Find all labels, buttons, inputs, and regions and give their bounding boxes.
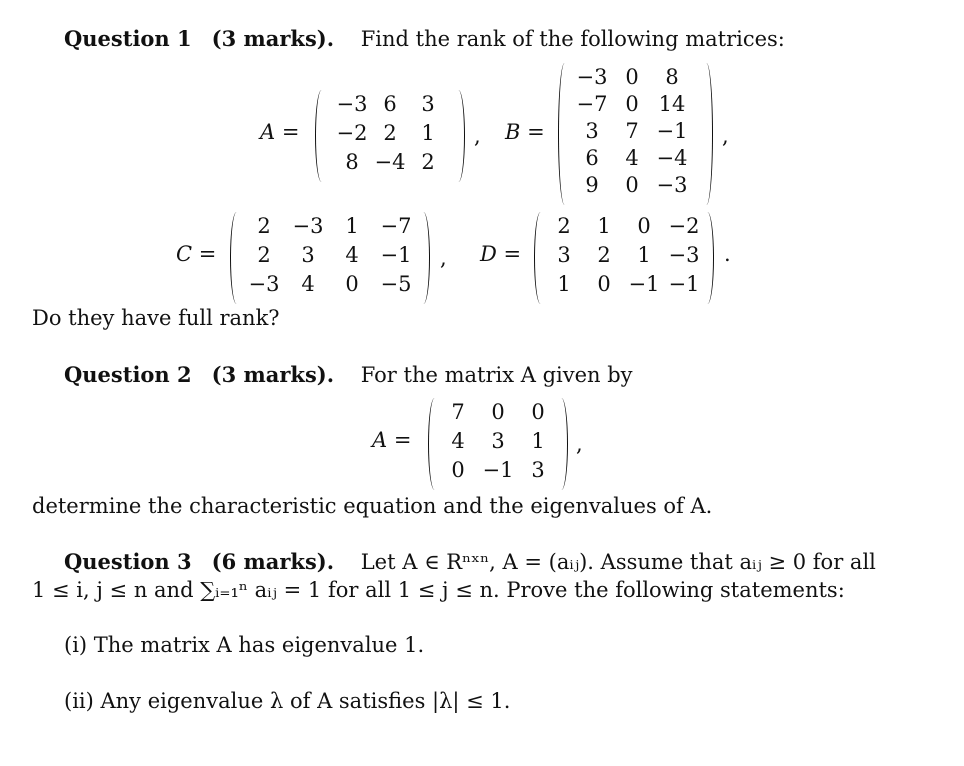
matrix-cell: 3 xyxy=(585,119,599,143)
matrix-cell: −1 xyxy=(656,119,688,143)
matrix-cell: 3 xyxy=(557,243,571,267)
matrix-cell: −7 xyxy=(576,92,608,116)
q3-heading xyxy=(64,549,876,574)
matrix-cell: −1 xyxy=(628,272,660,296)
matrix-cell: −3 xyxy=(576,65,608,89)
matrix-cell: 14 xyxy=(658,92,686,116)
matrix-cell: 9 xyxy=(585,173,599,197)
matrix-d-label: D = xyxy=(480,242,522,266)
q1-intro: Find the rank of the following matrices: xyxy=(360,27,785,51)
q3-marks: (6 marks). xyxy=(211,549,335,574)
matrix-cell: −1 xyxy=(482,458,514,482)
matrix-cell: −3 xyxy=(336,92,368,116)
matrix-b-label: B = xyxy=(505,120,545,144)
q2-task: determine the characteristic equation and the eigenvalues of A. xyxy=(32,494,713,518)
matrix-b-comma: , xyxy=(722,124,729,148)
matrix-cell: −1 xyxy=(380,243,412,267)
matrix-cell: 1 xyxy=(531,429,545,453)
matrix-a xyxy=(315,90,465,182)
matrix-cell: 1 xyxy=(557,272,571,296)
matrix-cell: −3 xyxy=(248,272,280,296)
q2-marks: (3 marks). xyxy=(211,362,335,387)
matrix-cell: −2 xyxy=(668,214,700,238)
q2-heading xyxy=(64,362,633,387)
matrix-cell: 3 xyxy=(491,429,505,453)
matrix-cell: −3 xyxy=(668,243,700,267)
q1-question: Do they have full rank? xyxy=(32,306,280,330)
matrix-cell: 4 xyxy=(301,272,315,296)
matrix-cell: 3 xyxy=(531,458,545,482)
matrix-cell: 2 xyxy=(597,243,611,267)
matrix-cell: 2 xyxy=(257,243,271,267)
matrix-cell: 1 xyxy=(597,214,611,238)
matrix-d xyxy=(534,212,714,304)
q2-comma: , xyxy=(576,432,583,456)
matrix-cell: 0 xyxy=(597,272,611,296)
q1-title: Question 1 xyxy=(64,26,192,51)
matrix-cell: 0 xyxy=(625,92,639,116)
q2-title: Question 2 xyxy=(64,362,192,387)
matrix-a-label: A = xyxy=(260,120,300,144)
matrix-c xyxy=(230,212,430,304)
matrix-cell: 2 xyxy=(383,121,397,145)
matrix-cell: 0 xyxy=(625,173,639,197)
matrix-c-comma: , xyxy=(440,246,447,270)
matrix-cell: 0 xyxy=(491,400,505,424)
matrix-cell: 8 xyxy=(345,150,359,174)
matrix-cell: −1 xyxy=(668,272,700,296)
matrix-cell: 6 xyxy=(585,146,599,170)
q2-matrix-a-label: A = xyxy=(372,428,412,452)
matrix-cell: 1 xyxy=(637,243,651,267)
matrix-cell: −2 xyxy=(336,121,368,145)
matrix-cell: 2 xyxy=(421,150,435,174)
matrix-cell: 1 xyxy=(421,121,435,145)
q3-item2: (ii) Any eigenvalue λ of A satisfies |λ| ≤ 1. xyxy=(64,689,511,713)
matrix-cell: 4 xyxy=(345,243,359,267)
matrix-cell: −4 xyxy=(374,150,406,174)
q3-line2: 1 ≤ i, j ≤ n and ∑ᵢ₌₁ⁿ aᵢⱼ = 1 for all 1 ≤ j ≤ n. Prove the following statements: xyxy=(32,578,845,602)
matrix-cell: 2 xyxy=(557,214,571,238)
matrix-b xyxy=(558,63,713,205)
matrix-cell: 4 xyxy=(451,429,465,453)
q1-marks: (3 marks). xyxy=(211,26,335,51)
matrix-cell: −7 xyxy=(380,214,412,238)
q1-heading xyxy=(64,26,785,51)
q3-line1: Let A ∈ Rⁿˣⁿ, A = (aᵢⱼ). Assume that aᵢⱼ ≥ 0 for all xyxy=(360,550,876,574)
matrix-cell: −3 xyxy=(292,214,324,238)
matrix-cell: 3 xyxy=(421,92,435,116)
matrix-cell: 7 xyxy=(625,119,639,143)
matrix-cell: 8 xyxy=(665,65,679,89)
q2-matrix-a xyxy=(428,398,568,490)
q3-item1: (i) The matrix A has eigenvalue 1. xyxy=(64,633,425,657)
matrix-cell: 4 xyxy=(625,146,639,170)
matrix-cell: 0 xyxy=(345,272,359,296)
matrix-cell: 2 xyxy=(257,214,271,238)
matrix-cell: 0 xyxy=(531,400,545,424)
matrix-cell: 6 xyxy=(383,92,397,116)
matrix-cell: 0 xyxy=(637,214,651,238)
matrix-cell: 3 xyxy=(301,243,315,267)
matrix-cell: −4 xyxy=(656,146,688,170)
matrix-a-comma: , xyxy=(474,124,481,148)
matrix-cell: −3 xyxy=(656,173,688,197)
matrix-cell: 0 xyxy=(625,65,639,89)
q3-title: Question 3 xyxy=(64,549,192,574)
matrix-cell: 7 xyxy=(451,400,465,424)
matrix-d-period: . xyxy=(724,242,731,266)
matrix-cell: 0 xyxy=(451,458,465,482)
matrix-cell: −5 xyxy=(380,272,412,296)
q2-intro: For the matrix A given by xyxy=(360,363,633,387)
matrix-c-label: C = xyxy=(176,242,217,266)
matrix-cell: 1 xyxy=(345,214,359,238)
